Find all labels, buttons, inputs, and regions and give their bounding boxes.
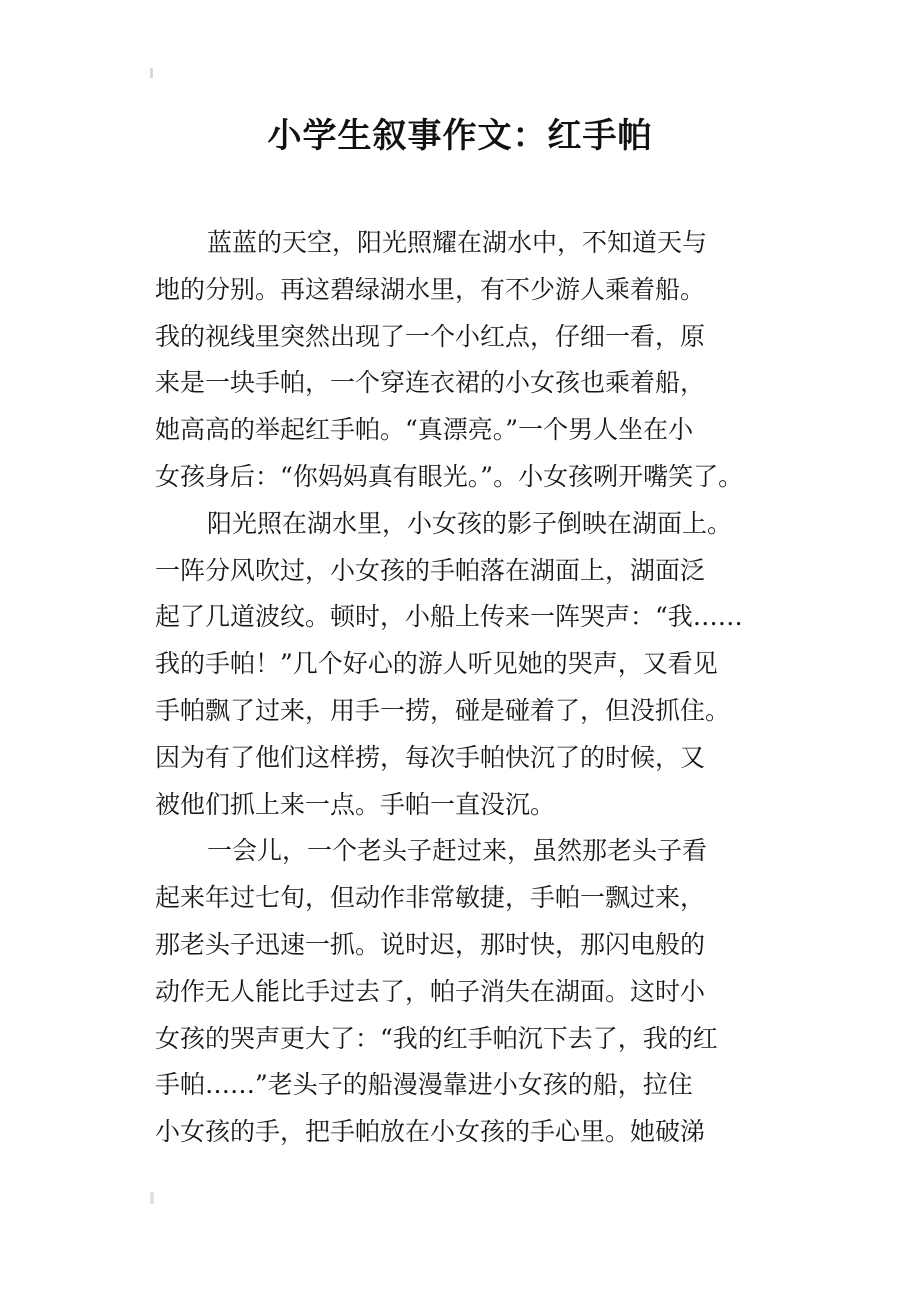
paragraph-1-line-4: 来是一块手帕，一个穿连衣裙的小女孩也乘着船， (155, 368, 706, 398)
paragraph-3-line-6: 手帕……”老头子的船漫漫靠进小女孩的船，拉住 (155, 1070, 693, 1100)
paragraph-1-line-5: 她高高的举起红手帕。“真漂亮。”一个男人坐在小 (155, 415, 694, 445)
paragraph-1-line-1: 蓝蓝的天空，阳光照耀在湖水中，不知道天与 (207, 228, 708, 257)
paragraph-1-line-3: 我的视线里突然出现了一个小红点，仔细一看，原 (155, 321, 706, 351)
essay-body (155, 220, 790, 1156)
scan-mark-bottom (150, 1192, 154, 1204)
page-title: 小学生叙事作文：红手帕 (267, 116, 653, 156)
paragraph-2-line-1: 阳光照在湖水里，小女孩的影子倒映在湖面上。 (207, 508, 733, 538)
paragraph-2-line-2: 一阵分风吹过，小女孩的手帕落在湖面上，湖面泛 (155, 555, 706, 585)
paragraph-2-line-5: 手帕飘了过来，用手一捞，碰是碰着了，但没抓住。 (155, 695, 731, 725)
paragraph-2-line-7: 被他们抓上来一点。手帕一直没沉。 (155, 789, 556, 819)
paragraph-3-line-2: 起来年过七旬，但动作非常敏捷，手帕一飘过来， (155, 883, 706, 913)
paragraph-1-line-6: 女孩身后：“你妈妈真有眼光。”。小女孩咧开嘴笑了。 (155, 461, 744, 491)
paragraph-3-line-4: 动作无人能比手过去了，帕子消失在湖面。这时小 (155, 976, 706, 1006)
paragraph-1-line-2: 地的分别。再这碧绿湖水里，有不少游人乘着船。 (155, 274, 706, 304)
paragraph-3-line-5: 女孩的哭声更大了：“我的红手帕沉下去了，我的红 (155, 1023, 718, 1053)
paragraph-2-line-3: 起了几道波纹。顿时，小船上传来一阵哭声：“我…… (155, 602, 743, 632)
paragraph-2-line-4: 我的手帕！”几个好心的游人听见她的哭声，又看见 (155, 649, 718, 679)
paragraph-3-line-7: 小女孩的手，把手帕放在小女孩的手心里。她破涕 (155, 1117, 706, 1147)
scan-mark-top (150, 68, 153, 78)
paragraph-3-line-1: 一会儿，一个老头子赶过来，虽然那老头子看 (207, 836, 708, 866)
paragraph-2-line-6: 因为有了他们这样捞，每次手帕快沉了的时候，又 (155, 742, 706, 772)
paragraph-3-line-3: 那老头子迅速一抓。说时迟，那时快，那闪电般的 (155, 929, 706, 959)
